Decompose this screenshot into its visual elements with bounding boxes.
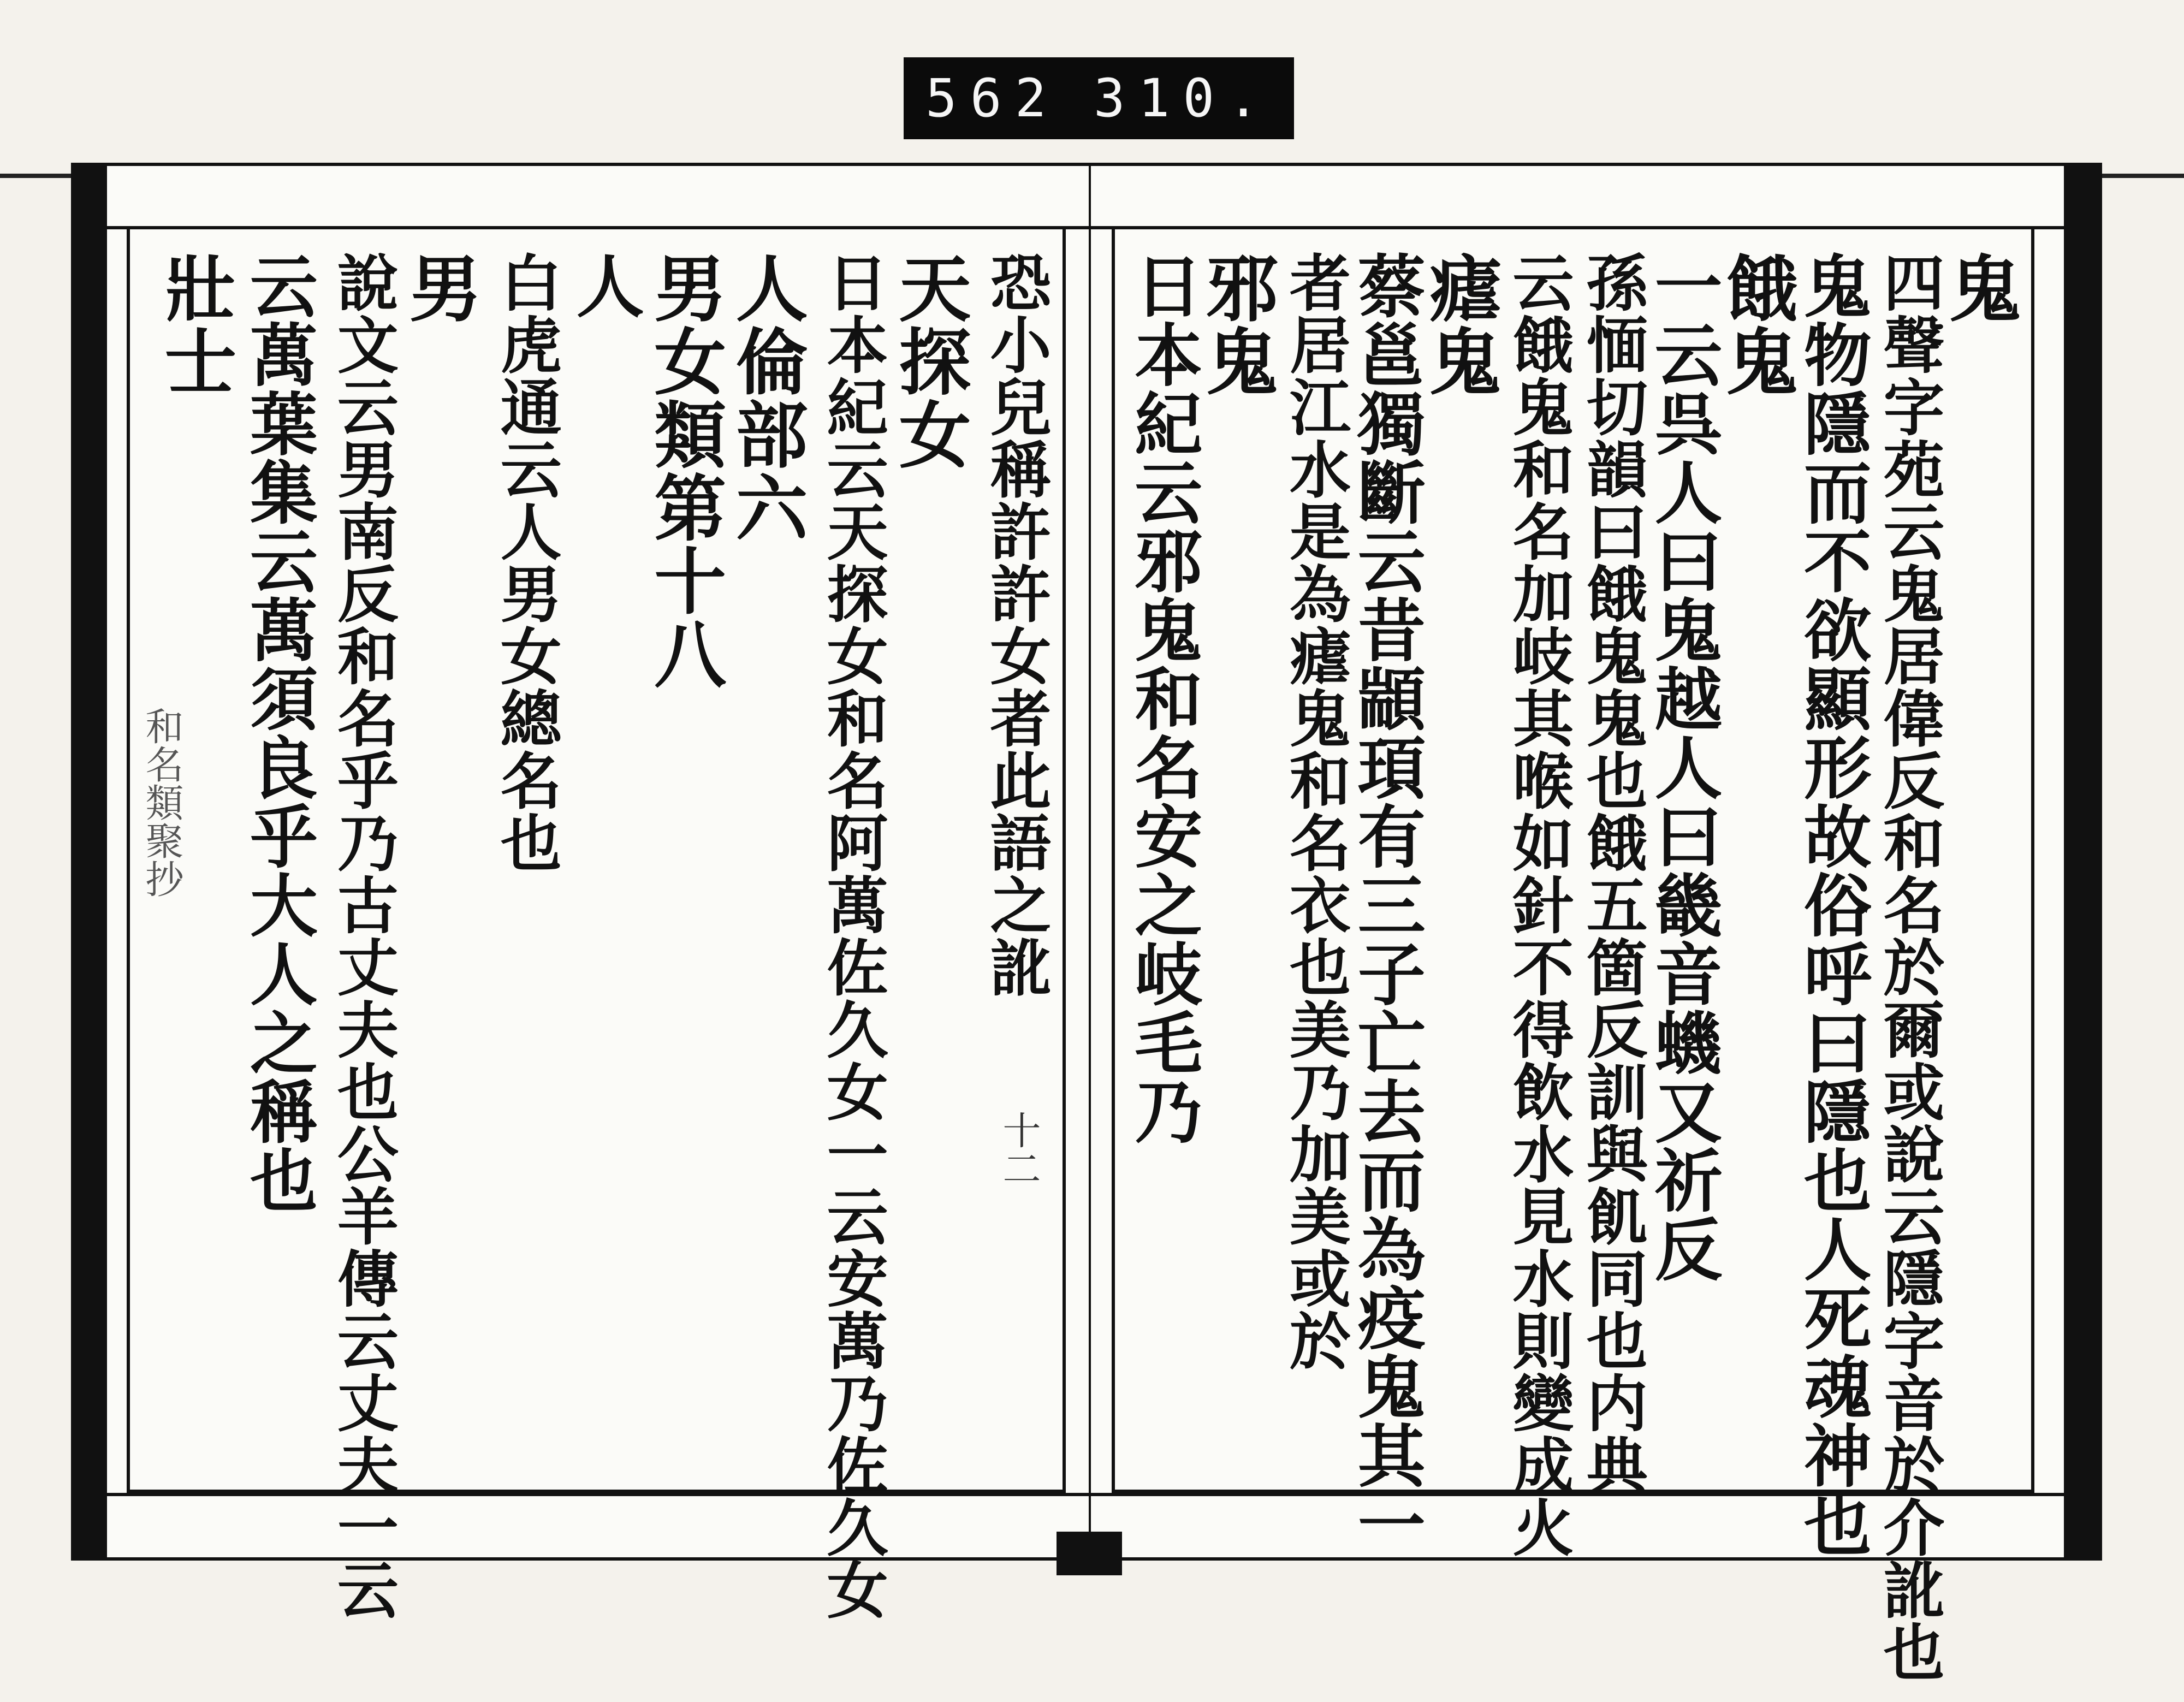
column: 壯士 <box>152 251 237 398</box>
right-edge <box>2064 166 2099 1557</box>
column: 天探女 <box>886 251 971 471</box>
column: 云餓鬼和名加岐其喉如針不得飲水見水則變成火 <box>1503 251 1574 1558</box>
left-edge <box>74 166 107 1557</box>
spine-tab <box>1057 1532 1122 1575</box>
column: 鬼物隱而不欲顯形故俗呼曰隱也人死魂神也 <box>1792 251 1872 1558</box>
column: 蔡邕獨斷云昔顓頊有三子亡去而為疫鬼其一 <box>1346 251 1426 1558</box>
column: 云萬葉集云萬須良乎大人之稱也 <box>238 251 318 1214</box>
leaf-number: 十二 <box>996 1111 1041 1187</box>
column: 餓鬼 <box>1713 251 1799 398</box>
column: 男女類第十八 <box>642 251 727 690</box>
column: 人倫部六 <box>723 251 808 544</box>
column: 恐小兒稱許許女者此語之訛 <box>980 251 1052 998</box>
left-page <box>127 226 1066 1621</box>
column: 一云呉人曰鬼越人曰畿音蟣又祈反 <box>1643 251 1723 1283</box>
column: 說文云男南反和名乎乃古丈夫也公羊傳云丈夫一云 <box>327 251 399 1621</box>
column: 男 <box>396 251 482 324</box>
left-page-columns <box>152 251 1052 1621</box>
column: 者居江水是為瘧鬼和名衣也美乃加美或於 <box>1279 251 1351 1372</box>
gutter <box>1089 166 1091 1564</box>
column: 邪鬼 <box>1194 251 1279 398</box>
column: 人 <box>565 251 644 320</box>
column: 孫愐切韻曰餓鬼鬼也餓五箇反訓與飢同也内典 <box>1576 251 1648 1496</box>
column: 日本紀云天探女和名阿萬佐久女一云安萬乃佐久女 <box>817 251 889 1621</box>
fold-note: 和名類聚抄 <box>139 707 184 898</box>
top-margin <box>107 166 2064 229</box>
column: 四聲字苑云鬼居偉反和名於爾或說云隱字音於介訛也 <box>1873 251 1945 1683</box>
column: 鬼 <box>1937 251 2021 324</box>
column: 日本紀云邪鬼和名安之岐毛乃 <box>1123 251 1203 1146</box>
column: 瘧鬼 <box>1416 251 1502 398</box>
column: 白虎通云人男女總名也 <box>490 251 562 874</box>
catalog-label <box>904 57 1294 139</box>
catalog-number-right: 310. <box>1093 68 1272 129</box>
book-spread <box>71 163 2102 1683</box>
right-page <box>1112 226 2034 1683</box>
right-page-columns <box>1123 251 2021 1683</box>
catalog-number-left: 562 <box>925 68 1060 129</box>
